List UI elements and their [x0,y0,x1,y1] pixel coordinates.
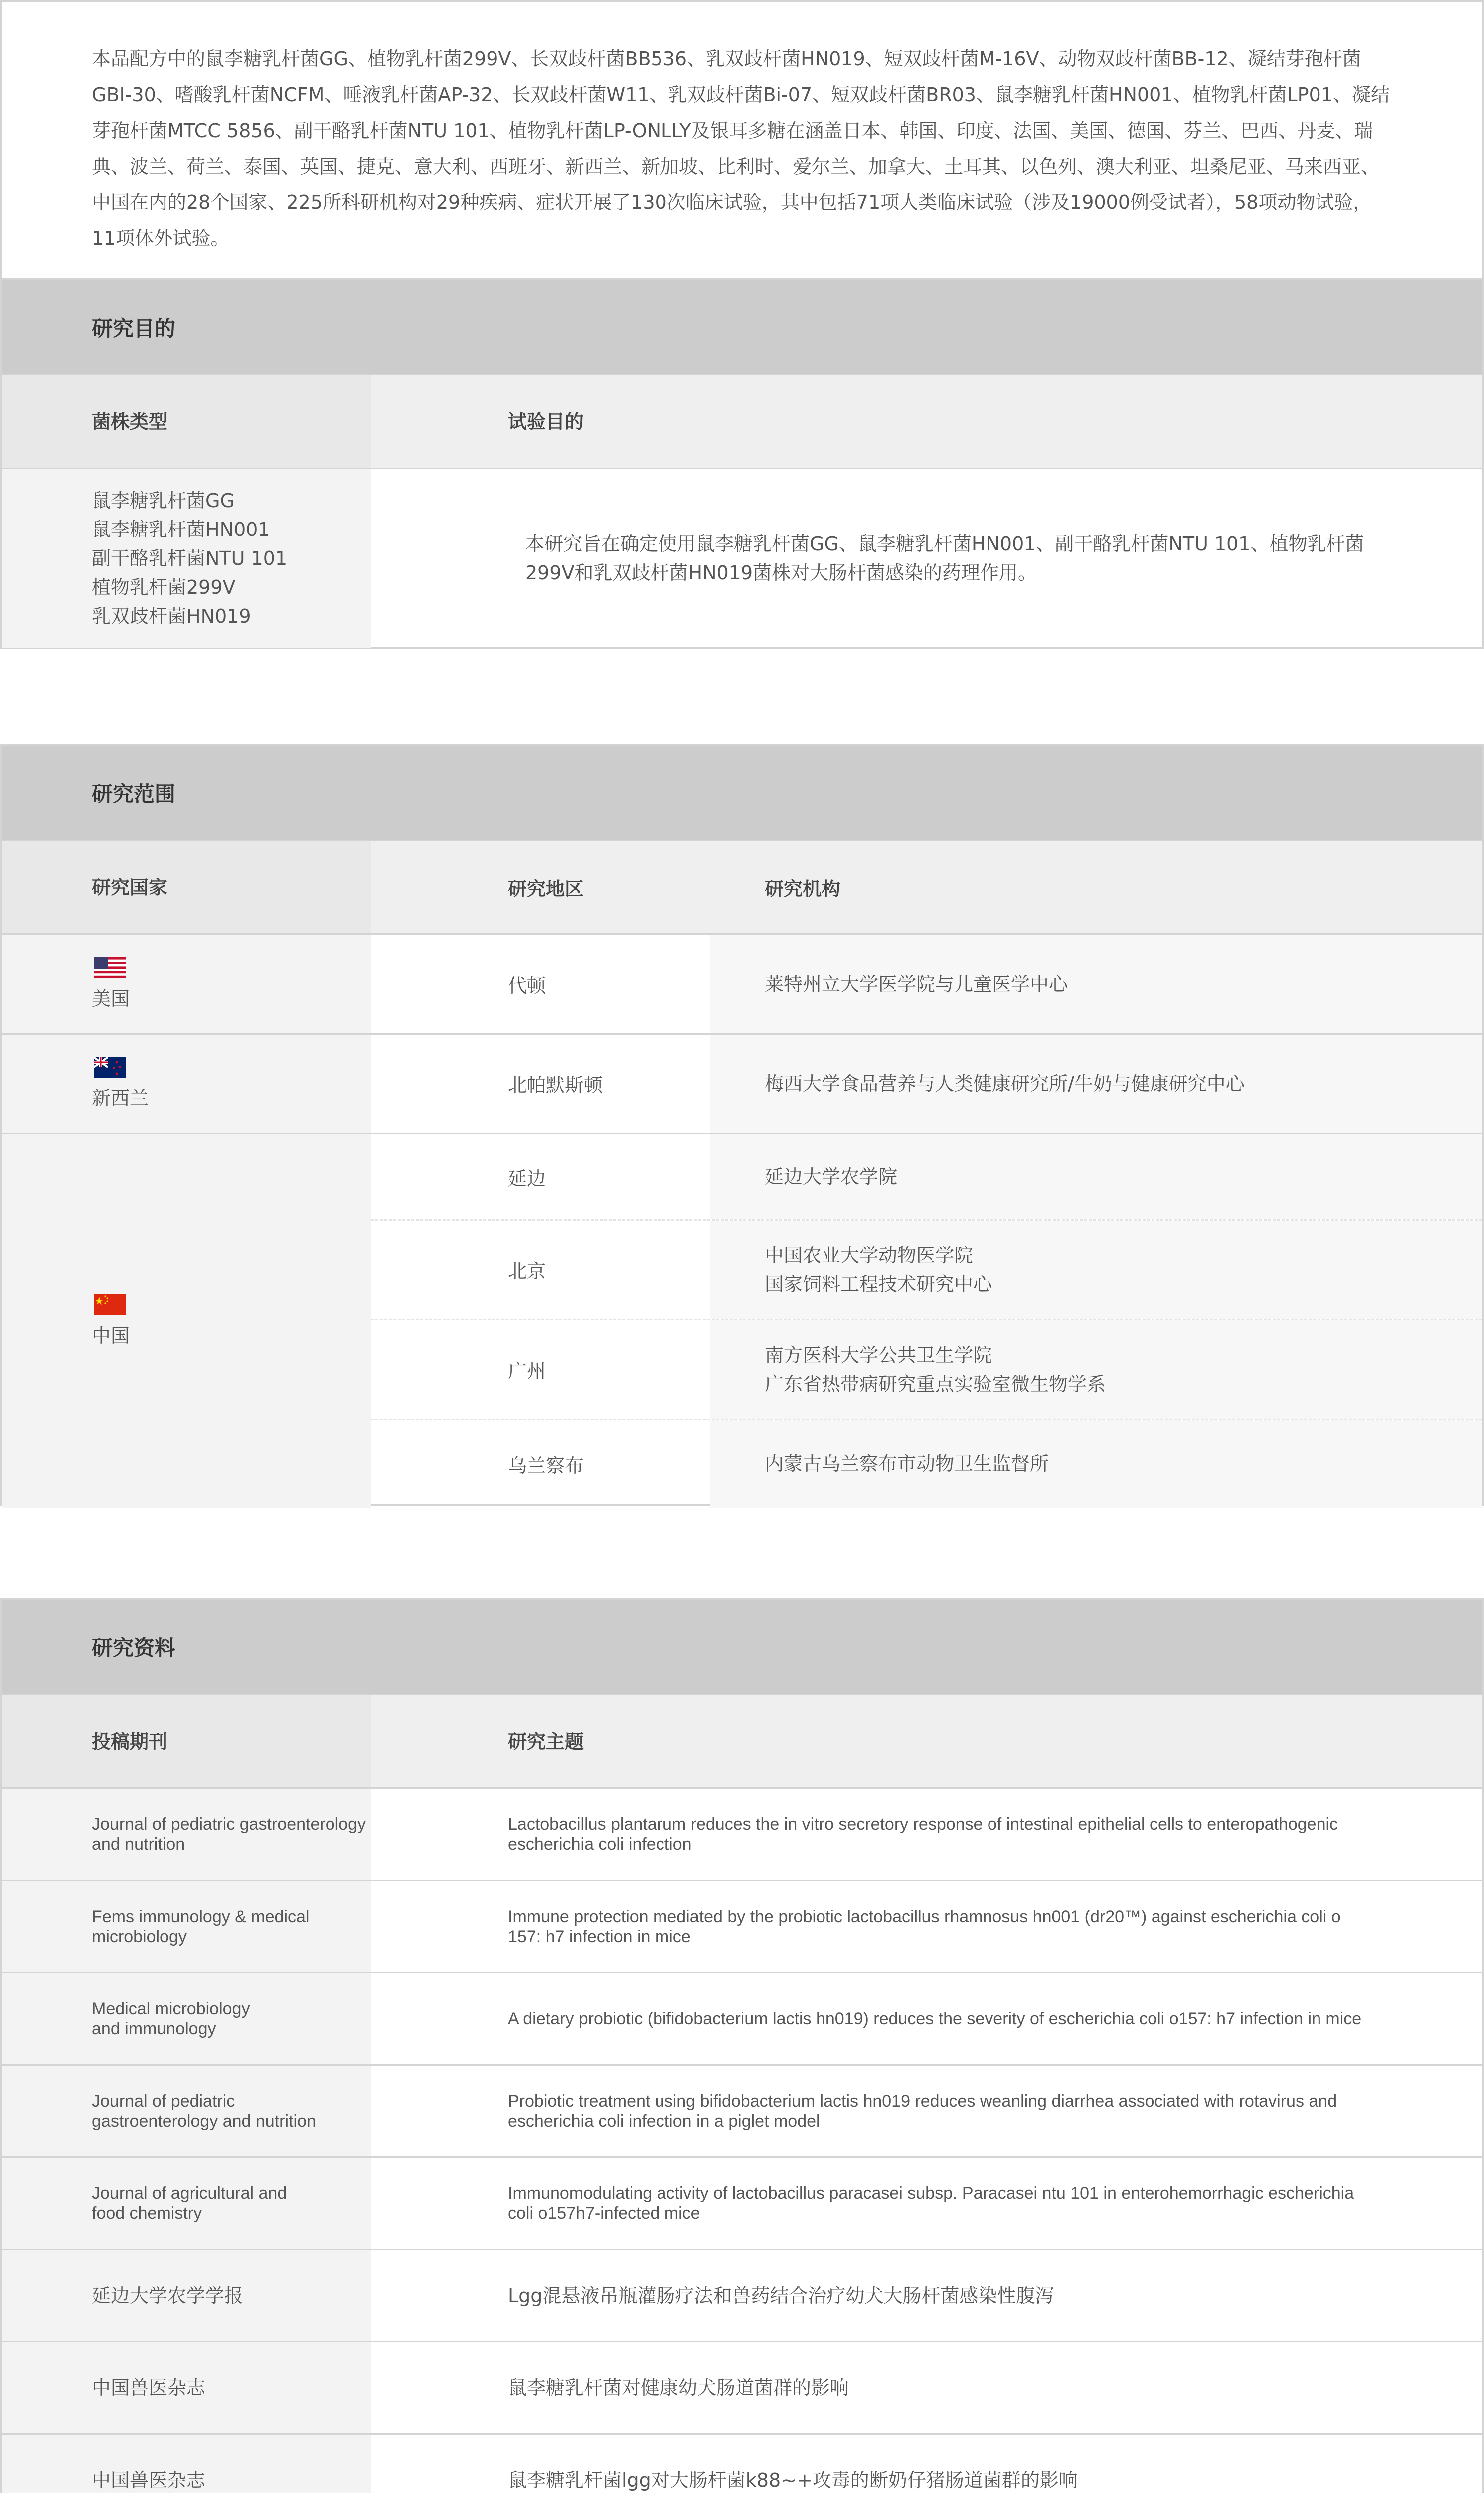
table-row [2,2433,1482,2493]
topic-cell [371,1789,1482,1880]
materials-title: 研究资料 [2,1600,1482,1694]
journal-line: Medical microbiology [92,1999,250,2018]
region-row [371,1219,1482,1319]
journal-line: Journal of agricultural and [92,2184,287,2203]
intro-panel [0,0,1484,280]
country-name: 中国 [92,1325,130,1347]
topic-line: escherichia coli infection in a piglet model [508,2112,820,2131]
journal-cell [2,2066,371,2156]
region-list [371,935,1482,1033]
scope-col1-header: 研究国家 [2,841,371,933]
scope-section [0,744,1484,1506]
country-name: 新西兰 [92,1087,149,1109]
topic-cell [371,2066,1482,2156]
purpose-title: 研究目的 [2,280,1482,374]
purpose-col2-header: 试验目的 [508,410,584,433]
topic-cell [371,1973,1482,2064]
institution-cell [710,1134,1482,1219]
journal-line: Journal of pediatric gastroenterology [92,1815,366,1834]
institution-name: 莱特州立大学医学院与儿童医学中心 [765,973,1068,995]
materials-col2-header: 研究主题 [508,1730,584,1753]
intro-text: 本品配方中的鼠李糖乳杆菌GG、植物乳杆菌299V、长双歧杆菌BB536、乳双歧杆菌HN019、短双歧杆菌M-16V、动物双歧杆菌BB-12、凝结芽孢杆菌GBI-30、嗜酸乳杆菌NCFM、唾液乳杆菌AP-32、长双歧杆菌W11、乳双歧杆菌Bi-07、短双歧杆菌BR03、鼠李糖乳杆菌HN001、植物乳杆菌LP01、凝结芽孢杆菌MTCC 5856、副干酪乳杆菌NTU 101、植物乳杆菌LP-ONLLY及银耳多糖在涵盖日本、韩国、印度、法国、美国、德国、芬兰、巴西、丹麦、瑞典、波兰、荷兰、泰国、英国、捷克、意大利、西班牙、新西兰、新加坡、比利时、爱尔兰、加拿大、土耳其、以色列、澳大利亚、坦桑尼亚、马来西亚、中国在内的28个国家、225所科研机构对29种疾病、症状开展了130次临床试验，其中包括71项人类临床试验（涉及19000例受试者），58项动物试验，11项体外试验。 [92,48,1390,249]
topic-line: escherichia coli infection [508,1835,692,1854]
purpose-header-row [2,374,1482,468]
region-row [371,1319,1482,1419]
table-row [2,2064,1482,2156]
us-flag-icon [94,957,126,978]
materials-header-row [2,1694,1482,1787]
institution-name: 延边大学农学院 [765,1166,898,1188]
scope-col2-header: 研究地区 [508,878,584,900]
journal-cell [2,1973,371,2064]
journal-line: gastroenterology and nutrition [92,2112,316,2131]
region-name: 北京 [508,1260,546,1282]
topic-line: Probiotic treatment using bifidobacterium lactis hn019 reduces weanling diarrhea associated with rotavirus and [508,2092,1337,2111]
journal-line: food chemistry [92,2204,202,2223]
topic-cell [371,2158,1482,2249]
materials-col1-header: 投稿期刊 [2,1695,371,1787]
scope-title: 研究范围 [2,746,1482,840]
journal-cell: 中国兽医杂志 [2,2435,371,2493]
region-row [371,935,1482,1033]
purpose-section [0,280,1484,649]
region-name: 北帕默斯顿 [508,1074,603,1096]
journal-cell: 延边大学农学学报 [2,2250,371,2341]
country-cell [2,935,371,1033]
nz-flag-icon [94,1057,126,1078]
institution-name: 中国农业大学动物医学院 [765,1244,974,1266]
journal-line: and nutrition [92,1835,185,1854]
topic-cell [371,1881,1482,1972]
scope-country-row [2,933,1482,1033]
scope-country-row [2,1033,1482,1133]
institution-cell [710,1420,1482,1508]
country-cell [2,1035,371,1133]
strain-item: 植物乳杆菌299V [92,576,236,598]
journal-line: Journal of pediatric [92,2092,235,2111]
strain-item: 乳双歧杆菌HN019 [92,605,251,627]
purpose-text: 本研究旨在确定使用鼠李糖乳杆菌GG、鼠李糖乳杆菌HN001、副干酪乳杆菌NTU 101、植物乳杆菌299V和乳双歧杆菌HN019菌株对大肠杆菌感染的药理作用。 [525,533,1364,584]
topic-line: coli o157h7-infected mice [508,2204,700,2223]
country-name: 美国 [92,988,130,1010]
institution-cell [710,1221,1482,1319]
topic-cell: 鼠李糖乳杆菌lgg对大肠杆菌k88~+攻毒的断奶仔猪肠道菌群的影响 [508,2469,1078,2491]
region-list [371,1134,1482,1508]
journal-cell [2,1789,371,1880]
region-name: 乌兰察布 [508,1454,584,1477]
journal-line: and immunology [92,2019,216,2038]
institution-name: 广东省热带病研究重点实验室微生物学系 [765,1373,1106,1395]
topic-line: Immune protection mediated by the probiotic lactobacillus rhamnosus hn001 (dr20™) against escherichia coli o [508,1907,1341,1926]
table-row [2,1787,1482,1880]
region-name: 延边 [508,1167,546,1190]
cn-flag-icon [94,1294,126,1315]
region-list [371,1035,1482,1133]
institution-name: 南方医科大学公共卫生学院 [765,1344,992,1366]
journal-line: Fems immunology & medical [92,1907,310,1926]
region-name: 代顿 [508,975,546,997]
table-row [2,1880,1482,1972]
country-cell [2,1134,371,1508]
purpose-body-row [2,468,1482,648]
institution-cell [710,935,1482,1033]
materials-section [0,1598,1484,2493]
scope-header-row [2,840,1482,933]
journal-line: microbiology [92,1927,187,1946]
strain-item: 鼠李糖乳杆菌HN001 [92,519,270,540]
topic-line: Immunomodulating activity of lactobacillus paracasei subsp. Paracasei ntu 101 in enterohemorrhagic escherichia [508,2184,1354,2203]
table-row [2,2249,1482,2341]
region-row [371,1134,1482,1219]
purpose-col1-header: 菌株类型 [2,375,371,468]
institution-name: 国家饲料工程技术研究中心 [765,1273,992,1295]
institution-name: 内蒙古乌兰察布市动物卫生监督所 [765,1453,1049,1475]
region-name: 广州 [508,1360,546,1382]
table-row [2,2341,1482,2433]
table-row [2,2156,1482,2249]
scope-country-row [2,1133,1482,1508]
institution-name: 梅西大学食品营养与人类健康研究所/牛奶与健康研究中心 [765,1072,1245,1095]
journal-cell [2,2158,371,2249]
strain-item: 副干酪乳杆菌NTU 101 [92,547,288,569]
region-row [371,1035,1482,1133]
topic-cell: Lgg混悬液吊瓶灌肠疗法和兽药结合治疗幼犬大肠杆菌感染性腹泻 [508,2285,1054,2307]
region-row [371,1419,1482,1508]
strain-item: 鼠李糖乳杆菌GG [92,490,235,512]
journal-cell: 中国兽医杂志 [2,2342,371,2433]
institution-cell [710,1035,1482,1133]
institution-cell [710,1320,1482,1419]
journal-cell [2,1881,371,1972]
scope-col3-header: 研究机构 [765,878,841,900]
topic-line: 157: h7 infection in mice [508,1927,691,1946]
topic-line: A dietary probiotic (bifidobacterium lactis hn019) reduces the severity of escherichia coli o157: h7 infection in mice [508,2009,1362,2028]
topic-line: Lactobacillus plantarum reduces the in vitro secretory response of intestinal epithelial cells to enteropathogenic [508,1815,1338,1834]
table-row [2,1972,1482,2064]
purpose-strain-list [2,469,371,648]
topic-cell: 鼠李糖乳杆菌对健康幼犬肠道菌群的影响 [508,2377,849,2399]
